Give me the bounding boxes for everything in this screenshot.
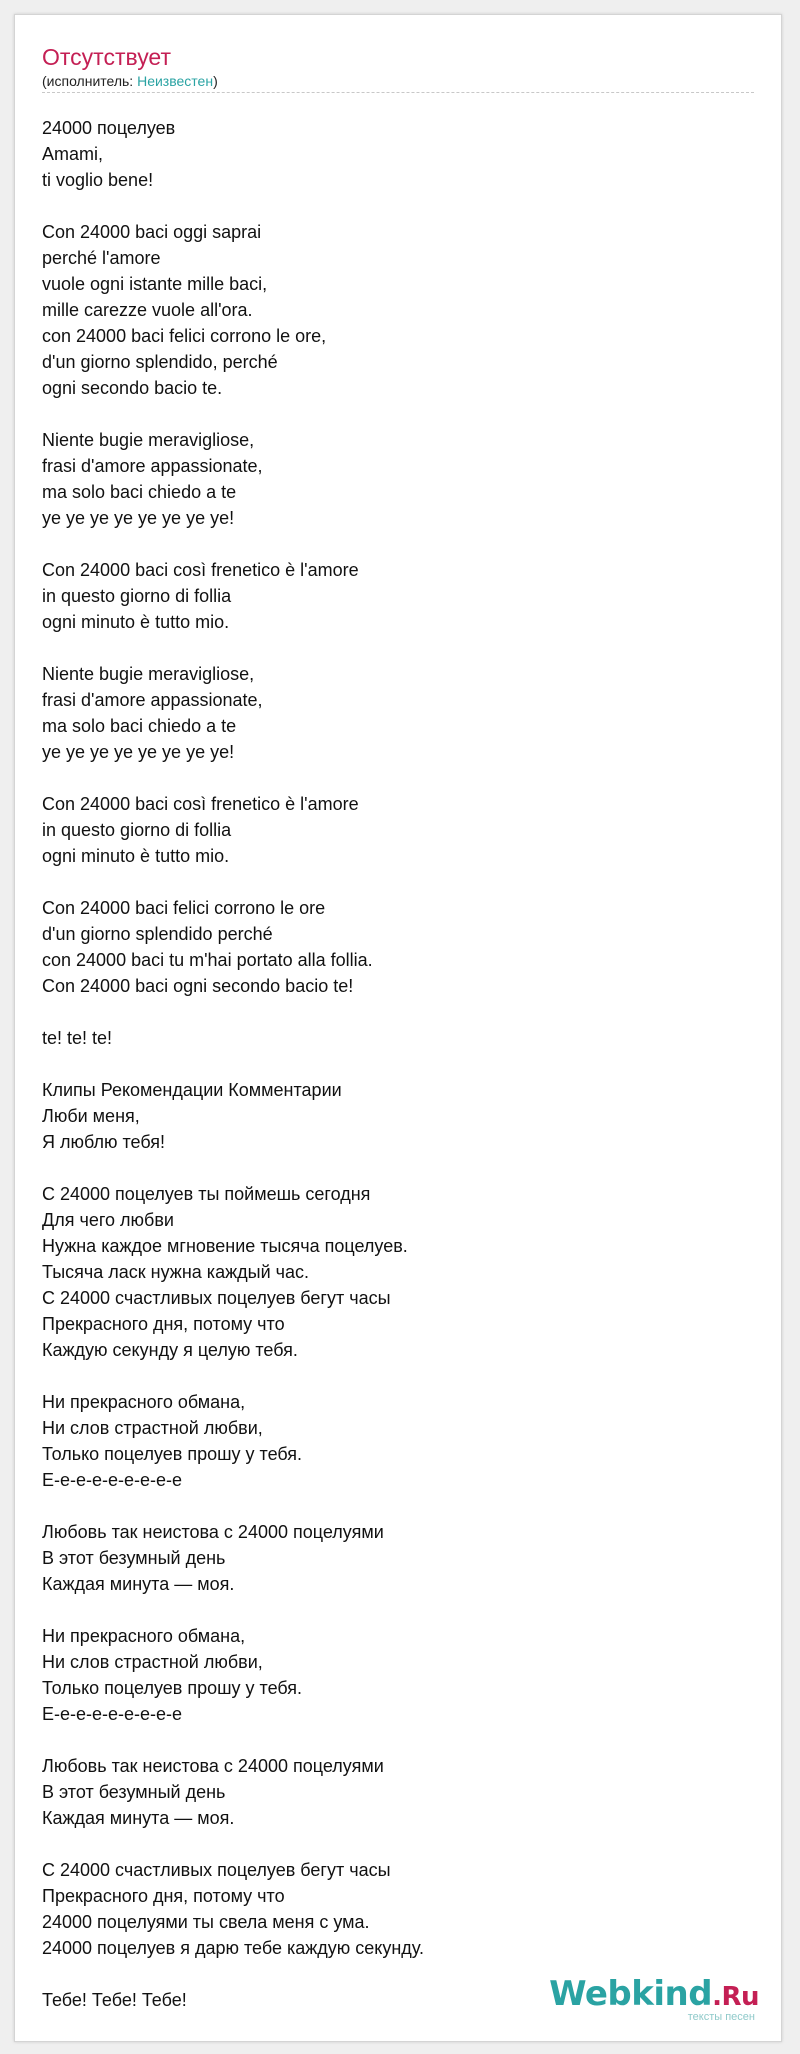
lyric-line: in questo giorno di follia bbox=[42, 820, 232, 840]
lyric-line: perché l'amore bbox=[42, 248, 161, 268]
lyric-line: Ни прекрасного обмана, bbox=[42, 1626, 246, 1646]
lyric-line: Con 24000 baci oggi saprai bbox=[42, 222, 262, 242]
lyric-line: ogni secondo bacio te. bbox=[42, 378, 223, 398]
lyrics-stanza bbox=[42, 115, 754, 193]
lyrics-stanza bbox=[42, 895, 754, 999]
lyric-line: ti voglio bene! bbox=[42, 170, 154, 190]
page-card bbox=[14, 14, 782, 2042]
lyric-line: Прекрасного дня, потому что bbox=[42, 1314, 285, 1334]
lyric-line: Тебе! Тебе! Тебе! bbox=[42, 1990, 187, 2010]
lyric-line: Люби меня, bbox=[42, 1106, 140, 1126]
lyrics-stanza bbox=[42, 791, 754, 869]
lyrics-body bbox=[42, 115, 754, 2039]
lyric-line: Ни прекрасного обмана, bbox=[42, 1392, 246, 1412]
lyrics-stanza bbox=[42, 1519, 754, 1597]
webkind-logo[interactable] bbox=[549, 1974, 759, 2023]
lyrics-stanza bbox=[42, 1025, 754, 1051]
lyrics-stanza bbox=[42, 427, 754, 531]
lyric-line: Любовь так неистова с 24000 поцелуями bbox=[42, 1522, 384, 1542]
lyric-line: d'un giorno splendido perché bbox=[42, 924, 273, 944]
lyric-line: ma solo baci chiedo a te bbox=[42, 482, 237, 502]
lyric-line: Е-е-е-е-е-е-е-е-е bbox=[42, 1704, 183, 1724]
lyrics-stanza bbox=[42, 219, 754, 401]
lyric-line: Con 24000 baci così frenetico è l'amore bbox=[42, 560, 359, 580]
lyric-line: Только поцелуев прошу у тебя. bbox=[42, 1678, 303, 1698]
lyric-line: 24000 поцелуями ты свела меня с ума. bbox=[42, 1912, 370, 1932]
lyric-line: Con 24000 baci così frenetico è l'amore bbox=[42, 794, 359, 814]
lyric-line: Каждую секунду я целую тебя. bbox=[42, 1340, 298, 1360]
artist-line bbox=[42, 72, 754, 93]
lyric-line: 24000 поцелуев я дарю тебе каждую секунду. bbox=[42, 1938, 425, 1958]
lyrics-stanza bbox=[42, 1753, 754, 1831]
lyric-line: in questo giorno di follia bbox=[42, 586, 232, 606]
lyric-line: ogni minuto è tutto mio. bbox=[42, 846, 230, 866]
lyric-line: Amami, bbox=[42, 144, 104, 164]
lyric-line: Любовь так неистова с 24000 поцелуями bbox=[42, 1756, 384, 1776]
lyric-line: vuole ogni istante mille baci, bbox=[42, 274, 268, 294]
lyric-line: d'un giorno splendido, perché bbox=[42, 352, 278, 372]
lyric-line: Нужна каждое мгновение тысяча поцелуев. bbox=[42, 1236, 408, 1256]
lyric-line: Клипы Рекомендации Комментарии bbox=[42, 1080, 342, 1100]
lyric-line: ye ye ye ye ye ye ye ye! bbox=[42, 742, 235, 762]
lyric-line: Для чего любви bbox=[42, 1210, 174, 1230]
song-title: Отсутствует bbox=[42, 44, 171, 70]
lyrics-stanza bbox=[42, 1623, 754, 1727]
lyrics-stanza bbox=[42, 1389, 754, 1493]
song-header bbox=[42, 42, 754, 93]
artist-link[interactable]: Неизвестен bbox=[137, 73, 214, 89]
lyric-line: Прекрасного дня, потому что bbox=[42, 1886, 285, 1906]
lyric-line: С 24000 счастливых поцелуев бегут часы bbox=[42, 1860, 391, 1880]
lyric-line: frasi d'amore appassionate, bbox=[42, 456, 263, 476]
lyric-line: С 24000 счастливых поцелуев бегут часы bbox=[42, 1288, 391, 1308]
lyric-line: ma solo baci chiedo a te bbox=[42, 716, 237, 736]
lyric-line: Con 24000 baci felici corrono le ore bbox=[42, 898, 326, 918]
lyric-line: Каждая минута — моя. bbox=[42, 1808, 235, 1828]
lyric-line: con 24000 baci felici corrono le ore, bbox=[42, 326, 327, 346]
logo-main-text: Webkind bbox=[549, 1974, 713, 2014]
logo-tld: .Ru bbox=[712, 1982, 759, 2012]
lyric-line: Niente bugie meravigliose, bbox=[42, 430, 255, 450]
lyric-line: Ни слов страстной любви, bbox=[42, 1418, 263, 1438]
lyric-line: Только поцелуев прошу у тебя. bbox=[42, 1444, 303, 1464]
lyric-line: ye ye ye ye ye ye ye ye! bbox=[42, 508, 235, 528]
lyric-line: Niente bugie meravigliose, bbox=[42, 664, 255, 684]
lyrics-stanza bbox=[42, 557, 754, 635]
lyrics-stanza bbox=[42, 1077, 754, 1155]
lyric-line: frasi d'amore appassionate, bbox=[42, 690, 263, 710]
lyric-line: Е-е-е-е-е-е-е-е-е bbox=[42, 1470, 183, 1490]
lyric-line: 24000 поцелуев bbox=[42, 118, 176, 138]
artist-suffix: ) bbox=[213, 73, 218, 89]
lyric-line: В этот безумный день bbox=[42, 1782, 226, 1802]
lyric-line: Ни слов страстной любви, bbox=[42, 1652, 263, 1672]
lyric-line: Я люблю тебя! bbox=[42, 1132, 166, 1152]
lyric-line: ogni minuto è tutto mio. bbox=[42, 612, 230, 632]
lyric-line: te! te! te! bbox=[42, 1028, 113, 1048]
logo-wordmark bbox=[549, 1974, 759, 2014]
lyric-line: В этот безумный день bbox=[42, 1548, 226, 1568]
lyric-line: con 24000 baci tu m'hai portato alla follia. bbox=[42, 950, 373, 970]
lyric-line: С 24000 поцелуев ты поймешь сегодня bbox=[42, 1184, 371, 1204]
lyric-line: Con 24000 baci ogni secondo bacio te! bbox=[42, 976, 354, 996]
lyrics-stanza bbox=[42, 1857, 754, 1961]
lyric-line: mille carezze vuole all'ora. bbox=[42, 300, 253, 320]
lyric-line: Каждая минута — моя. bbox=[42, 1574, 235, 1594]
lyrics-stanza bbox=[42, 1181, 754, 1363]
logo-tagline: тексты песен bbox=[687, 2011, 755, 2023]
lyric-line: Тысяча ласк нужна каждый час. bbox=[42, 1262, 310, 1282]
artist-prefix: (исполнитель: bbox=[42, 73, 138, 89]
lyrics-stanza bbox=[42, 661, 754, 765]
